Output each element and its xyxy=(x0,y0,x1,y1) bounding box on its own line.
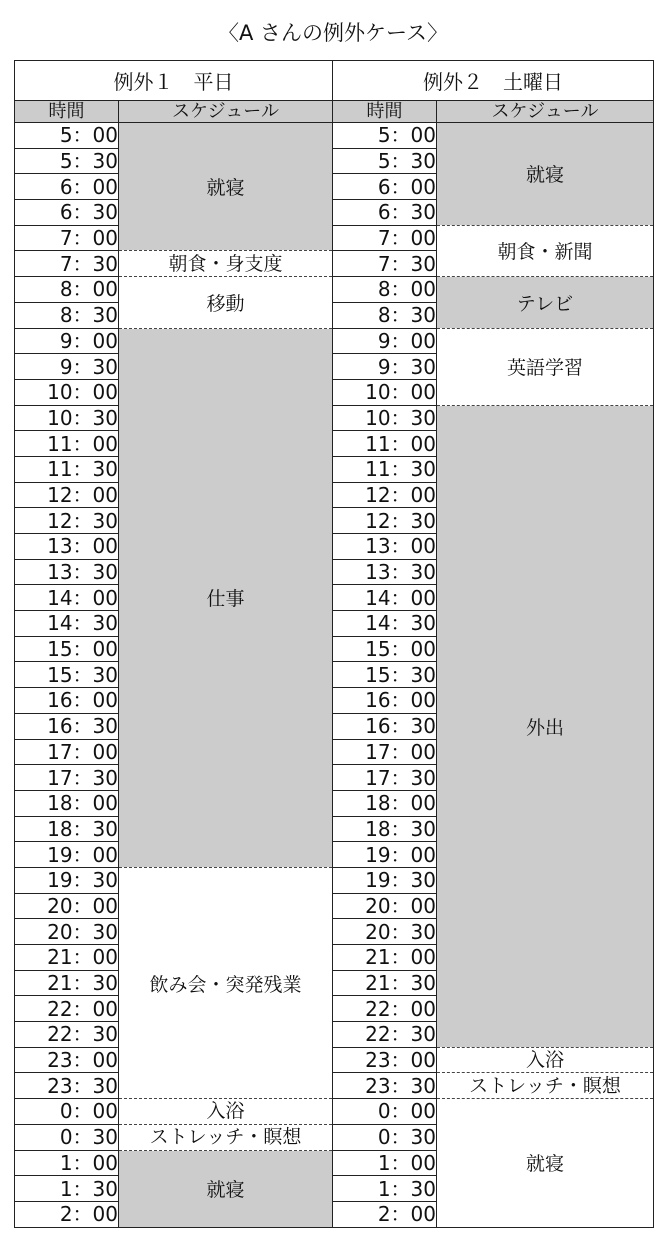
right-schedule-block: 朝食・新聞 xyxy=(437,225,654,276)
saturday-time-cell: 17：30 xyxy=(333,765,437,791)
schedule-row xyxy=(15,405,654,431)
weekday-time-cell: 16：00 xyxy=(15,688,119,714)
weekday-time-cell: 1：30 xyxy=(15,1176,119,1202)
saturday-time-cell: 16：00 xyxy=(333,688,437,714)
saturday-time-cell: 2：00 xyxy=(333,1201,437,1227)
saturday-time-cell: 1：00 xyxy=(333,1150,437,1176)
weekday-time-cell: 15：30 xyxy=(15,662,119,688)
saturday-schedule-column-header: スケジュール xyxy=(437,101,654,123)
weekday-time-cell: 21：00 xyxy=(15,945,119,971)
saturday-time-cell: 10：30 xyxy=(333,405,437,431)
right-schedule-block: ストレッチ・瞑想 xyxy=(437,1073,654,1099)
left-schedule-block: 就寝 xyxy=(119,1150,333,1227)
left-schedule-block: 仕事 xyxy=(119,328,333,867)
weekday-time-cell: 17：30 xyxy=(15,765,119,791)
saturday-time-cell: 13：00 xyxy=(333,534,437,560)
weekday-time-cell: 6：30 xyxy=(15,200,119,226)
saturday-time-cell: 6：30 xyxy=(333,200,437,226)
weekday-time-cell: 0：00 xyxy=(15,1099,119,1125)
weekday-time-cell: 14：00 xyxy=(15,585,119,611)
right-schedule-block: 就寝 xyxy=(437,1099,654,1227)
saturday-time-cell: 22：00 xyxy=(333,996,437,1022)
weekday-time-cell: 14：30 xyxy=(15,611,119,637)
schedule-table xyxy=(14,60,654,1228)
saturday-time-cell: 21：00 xyxy=(333,945,437,971)
saturday-time-cell: 18：30 xyxy=(333,816,437,842)
saturday-time-cell: 19：00 xyxy=(333,842,437,868)
weekday-time-cell: 20：30 xyxy=(15,919,119,945)
saturday-time-cell: 10：00 xyxy=(333,379,437,405)
saturday-time-cell: 20：30 xyxy=(333,919,437,945)
saturday-exception-header: 例外２ 土曜日 xyxy=(333,61,654,101)
saturday-time-cell: 5：00 xyxy=(333,123,437,149)
saturday-time-cell: 22：30 xyxy=(333,1022,437,1048)
right-schedule-block: 入浴 xyxy=(437,1047,654,1073)
saturday-time-cell: 7：30 xyxy=(333,251,437,277)
weekday-time-cell: 22：30 xyxy=(15,1022,119,1048)
saturday-time-cell: 0：30 xyxy=(333,1124,437,1150)
saturday-time-cell: 11：30 xyxy=(333,456,437,482)
weekday-time-cell: 19：00 xyxy=(15,842,119,868)
weekday-time-cell: 15：00 xyxy=(15,636,119,662)
saturday-time-cell: 7：00 xyxy=(333,225,437,251)
weekday-time-cell: 22：00 xyxy=(15,996,119,1022)
saturday-time-cell: 9：30 xyxy=(333,354,437,380)
weekday-time-cell: 6：00 xyxy=(15,174,119,200)
left-schedule-block: 朝食・身支度 xyxy=(119,251,333,277)
saturday-time-cell: 23：00 xyxy=(333,1047,437,1073)
weekday-time-cell: 13：30 xyxy=(15,559,119,585)
weekday-time-cell: 7：00 xyxy=(15,225,119,251)
weekday-time-cell: 19：30 xyxy=(15,867,119,893)
saturday-time-cell: 12：30 xyxy=(333,508,437,534)
saturday-time-cell: 8：30 xyxy=(333,302,437,328)
weekday-time-cell: 23：30 xyxy=(15,1073,119,1099)
saturday-time-cell: 9：00 xyxy=(333,328,437,354)
weekday-time-cell: 11：00 xyxy=(15,431,119,457)
left-schedule-block: 飲み会・突発残業 xyxy=(119,867,333,1098)
weekday-time-cell: 5：00 xyxy=(15,123,119,149)
schedule-row xyxy=(15,1073,654,1099)
weekday-time-column-header: 時間 xyxy=(15,101,119,123)
weekday-time-cell: 8：00 xyxy=(15,277,119,303)
saturday-time-cell: 13：30 xyxy=(333,559,437,585)
schedule-row xyxy=(15,225,654,251)
weekday-time-cell: 10：30 xyxy=(15,405,119,431)
schedule-row xyxy=(15,1047,654,1073)
weekday-time-cell: 8：30 xyxy=(15,302,119,328)
weekday-time-cell: 12：30 xyxy=(15,508,119,534)
left-schedule-block: ストレッチ・瞑想 xyxy=(119,1124,333,1150)
saturday-time-cell: 16：30 xyxy=(333,713,437,739)
weekday-time-cell: 5：30 xyxy=(15,148,119,174)
left-schedule-block: 就寝 xyxy=(119,123,333,251)
saturday-time-cell: 20：00 xyxy=(333,893,437,919)
weekday-time-cell: 7：30 xyxy=(15,251,119,277)
weekday-schedule-column-header: スケジュール xyxy=(119,101,333,123)
right-schedule-block: テレビ xyxy=(437,277,654,328)
right-schedule-block: 外出 xyxy=(437,405,654,1047)
saturday-time-cell: 14：30 xyxy=(333,611,437,637)
weekday-time-cell: 18：30 xyxy=(15,816,119,842)
saturday-time-cell: 14：00 xyxy=(333,585,437,611)
saturday-time-cell: 6：00 xyxy=(333,174,437,200)
saturday-time-column-header: 時間 xyxy=(333,101,437,123)
right-schedule-block: 就寝 xyxy=(437,123,654,226)
schedule-row xyxy=(15,277,654,303)
weekday-time-cell: 12：00 xyxy=(15,482,119,508)
saturday-time-cell: 17：00 xyxy=(333,739,437,765)
saturday-time-cell: 1：30 xyxy=(333,1176,437,1202)
schedule-body xyxy=(15,123,654,1228)
saturday-time-cell: 0：00 xyxy=(333,1099,437,1125)
weekday-time-cell: 1：00 xyxy=(15,1150,119,1176)
weekday-time-cell: 18：00 xyxy=(15,790,119,816)
weekday-time-cell: 2：00 xyxy=(15,1201,119,1227)
weekday-exception-header: 例外１ 平日 xyxy=(15,61,333,101)
saturday-time-cell: 18：00 xyxy=(333,790,437,816)
weekday-time-cell: 10：00 xyxy=(15,379,119,405)
weekday-time-cell: 9：00 xyxy=(15,328,119,354)
weekday-time-cell: 17：00 xyxy=(15,739,119,765)
saturday-time-cell: 5：30 xyxy=(333,148,437,174)
weekday-time-cell: 20：00 xyxy=(15,893,119,919)
schedule-row xyxy=(15,328,654,354)
left-schedule-block: 入浴 xyxy=(119,1099,333,1125)
weekday-time-cell: 23：00 xyxy=(15,1047,119,1073)
saturday-time-cell: 23：30 xyxy=(333,1073,437,1099)
weekday-time-cell: 9：30 xyxy=(15,354,119,380)
weekday-time-cell: 21：30 xyxy=(15,970,119,996)
schedule-row xyxy=(15,123,654,149)
schedule-row xyxy=(15,1099,654,1125)
weekday-time-cell: 11：30 xyxy=(15,456,119,482)
weekday-time-cell: 0：30 xyxy=(15,1124,119,1150)
saturday-time-cell: 8：00 xyxy=(333,277,437,303)
saturday-time-cell: 12：00 xyxy=(333,482,437,508)
right-schedule-block: 英語学習 xyxy=(437,328,654,405)
saturday-time-cell: 15：30 xyxy=(333,662,437,688)
saturday-time-cell: 19：30 xyxy=(333,867,437,893)
left-schedule-block: 移動 xyxy=(119,277,333,328)
document-title: 〈A さんの例外ケース〉 xyxy=(218,21,448,45)
saturday-time-cell: 15：00 xyxy=(333,636,437,662)
saturday-time-cell: 21：30 xyxy=(333,970,437,996)
weekday-time-cell: 13：00 xyxy=(15,534,119,560)
saturday-time-cell: 11：00 xyxy=(333,431,437,457)
weekday-time-cell: 16：30 xyxy=(15,713,119,739)
